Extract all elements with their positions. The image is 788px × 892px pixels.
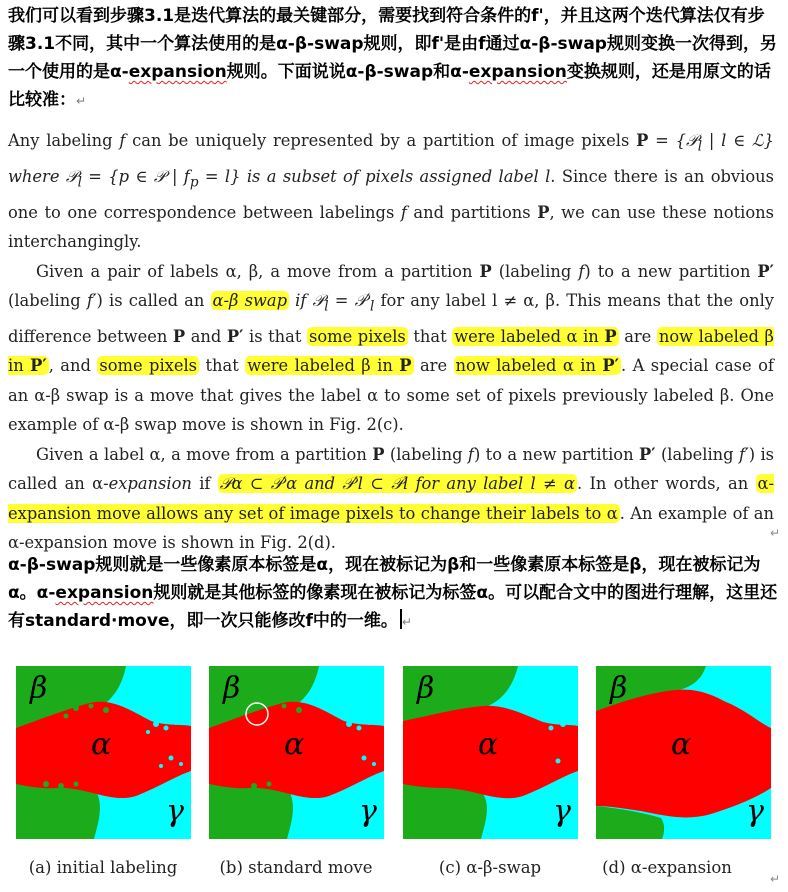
label-gamma: γ <box>359 794 377 829</box>
intro-text-1: 我们可以看到步骤3.1是迭代算法的最关键部分，需要找到符合条件的f'，并且这两个迭代算法仅有步骤3.1不同，其中一个算法使用的是α-β-swap规则，即f'是由f通过α-β-swap规则变换一次得到，另一个使用的是α- <box>8 6 777 82</box>
caption-standard-move: (b) standard move <box>219 858 373 877</box>
figure-standard-move <box>209 666 384 839</box>
figure-alpha-beta-swap <box>403 666 578 839</box>
intro-term-expansion: expansion <box>128 62 227 82</box>
caption-alpha-expansion: (d) α-expansion <box>602 858 732 877</box>
highlight-were-labeled-beta: were labeled β in P <box>247 356 412 376</box>
return-mark-excerpt: ↵ <box>769 526 780 540</box>
return-mark-figures: ↵ <box>769 872 780 886</box>
label-beta: β <box>610 671 628 706</box>
excerpt-paragraph-1: Any labeling f can be uniquely represented by a partition of image pixels P = {𝒫$_l$ | l ∈ ℒ} where 𝒫$_l$ = {p ∈ 𝒫 | $f_p = l$} is a subset of pixels assigned label l. Since there is an obvious one to one correspondence between labelings f and partitions P, we can use these notions interchangingly. <box>8 131 775 251</box>
outro-text-2: 规则就是其他标签的像素现在被标记为标签α。可以配合文中的图进行理解，这里还有standard·move，即一次只能修改f中的一维。 <box>8 583 778 631</box>
highlight-now-labeled-beta: now labeled β in P′ <box>8 326 774 376</box>
outro-paragraph <box>8 551 780 636</box>
label-gamma: γ <box>166 794 184 829</box>
caption-alpha-beta-swap: (c) α-β-swap <box>438 858 542 877</box>
figure-alpha-expansion <box>596 666 771 839</box>
highlight-now-labeled-alpha: now labeled α in P′ <box>455 356 619 376</box>
outro-term-expansion: expansion <box>55 583 154 603</box>
label-gamma: γ <box>553 794 571 829</box>
label-alpha: α <box>284 727 305 762</box>
caption-initial-labeling: (a) initial labeling <box>28 858 178 877</box>
highlight-expansion-condition: 𝒫α ⊂ 𝒫′α and 𝒫′l ⊂ 𝒫l for any label l ≠ α <box>219 474 575 494</box>
intro-text-2: 规则。下面说说α-β-swap和α- <box>226 62 469 82</box>
intro-paragraph <box>8 2 780 115</box>
label-alpha: α <box>91 727 112 762</box>
intro-term-expansion-2: expansion <box>468 62 567 82</box>
highlight-expansion-definition: α-expansion move allows any set of image pixels to change their labels to α <box>8 474 775 523</box>
intro-text-3: 变换规则，还是用原文的话比较准： <box>8 62 771 110</box>
paper-excerpt <box>8 126 774 558</box>
highlight-alpha-beta-swap: α-β swap <box>212 291 288 310</box>
figure-initial-labeling <box>16 666 191 839</box>
label-alpha: α <box>671 727 692 762</box>
label-beta: β <box>30 671 48 706</box>
label-alpha: α <box>478 727 499 762</box>
outro-text-1: α-β-swap规则就是一些像素原本标签是α，现在被标记为β和一些像素原本标签是β，现在被标记为α。α- <box>8 555 761 603</box>
highlight-some-pixels-2: some pixels <box>99 356 198 376</box>
highlight-were-labeled-alpha: were labeled α in P <box>454 326 617 346</box>
label-beta: β <box>223 671 241 706</box>
return-mark-outro: ↵ <box>401 615 412 629</box>
excerpt-paragraph-3: Given a label α, a move from a partition P (labeling f) to a new partition P′ (labeling f′) is called an α-expansion if 𝒫α ⊂ 𝒫′α and 𝒫′l ⊂ 𝒫l for any label l ≠ α . In other words, an α-expansion move allows any set of image pixels to change their labels to α . An example of an α-expansion move is shown in Fig. 2(d). <box>8 444 775 553</box>
label-gamma: γ <box>746 794 764 829</box>
return-mark: ↵ <box>76 94 87 108</box>
excerpt-paragraph-2: Given a pair of labels α, β, a move from a partition P (labeling f) to a new partition P′ (labeling f′) is called an α-β swap if 𝒫$_l$ = $𝒫'_l$ for any label l ≠ α, β. This means that the only difference between P and P′ is that some pixels that were labeled α in P are now labeled β in P′ , and some pixels that were labeled β in P are now labeled α in P′ . A special case of an α-β swap is a move that gives the label α to some set of pixels previously labeled β. One example of α-β swap move is shown in Fig. 2(c). <box>8 261 775 435</box>
label-beta: β <box>417 671 435 706</box>
highlight-some-pixels-1: some pixels <box>308 326 406 346</box>
